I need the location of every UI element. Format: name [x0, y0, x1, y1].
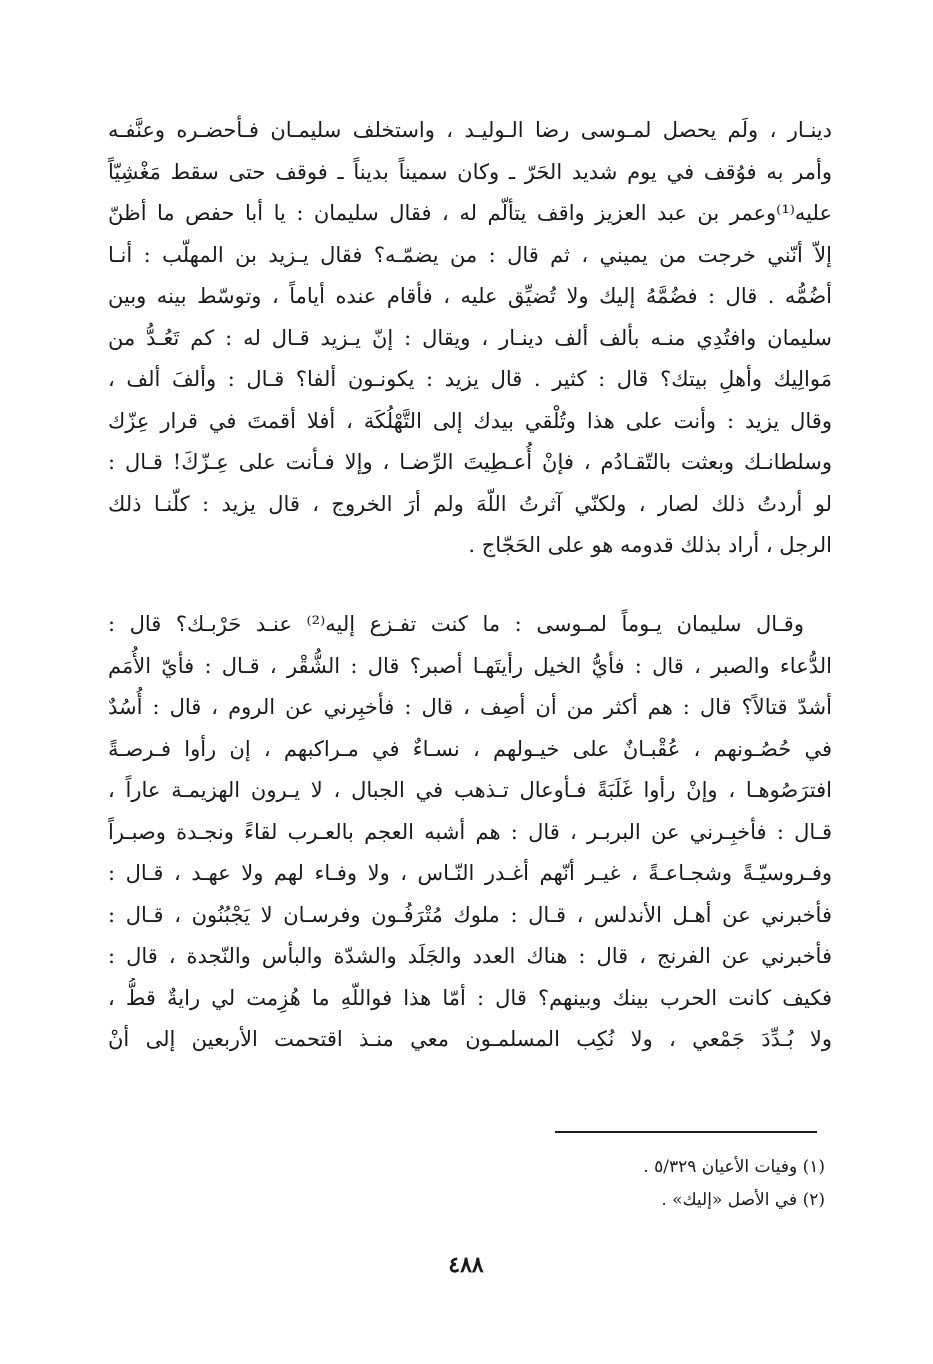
text-line: إلاّ أنّني خرجت من يميني ، ثم قال : من يضمّـه؟ فقال يـزيد بن المهلّب : أنـا [108, 242, 832, 267]
text-line: قـال : فأخبِـرني عن البربـر ، قال : هم أشبه العجم بالعـرب لقاءً ونجـدة وصبـراً [108, 819, 832, 844]
text-line: افترَصُوهـا ، وإنْ رأوا غَلَبَةً فـأوعال تـذهب في الجبال ، لا يـرون الهزيمـة عاراً ، [108, 778, 832, 802]
footnote-1: (١) وفيات الأعيان ٥/٣٢٩ . [643, 1157, 825, 1177]
text-line: عليه⁽¹⁾وعمر بن عبد العزيز واقف يتألّم له ، فقال سليمان : يا أبا حفص ما أظنّ [108, 201, 832, 225]
text-line: دينـار ، ولَم يحصل لمـوسى رضا الـوليـد ، واستخلف سليمـان فـأحضـره وعنَّفـه [108, 118, 832, 142]
text-line: سليمان وافتُدِي منـه بألف ألف دينـار ، ويقال : إنّ يـزيد قـال له : كم تَعُـدُّ من [108, 325, 832, 350]
footnotes [400, 1151, 825, 1217]
text-line: ولا بُـدِّدَ جَمْعي ، ولا نُكِب المسلمـون معي منـذ اقتحمت الأربعين إلى أنْ [108, 1027, 832, 1051]
text-line: وقال يزيد : وأنت على هذا وتُلْقي بيدك إلى التَّهْلُكَة ، أفلا أقمتَ في قرار عِزّك [108, 408, 832, 433]
text-line: مَوالِيك وأهلِ بيتك؟ قال : كثير . قال يزيد : يكونـون ألفا؟ قـال : وألفَ ألف ، [108, 367, 832, 391]
text-line: وأمر به فوُقف في يوم شديد الحَرّ ـ وكان سميناً بديناً ـ فوقف حتى سقط مَغْشِيّاً [108, 159, 832, 184]
text-line: أشدّ قتالاً؟ قال : هم أكثر من أن أصِف ، قال : فأخبِرني عن الروم ، قال : أُسُدٌ [108, 695, 832, 719]
paragraph-2 [108, 604, 832, 1061]
text-line: فأخبرني عن أهـل الأندلس ، قـال : ملوك مُتْرَفُـون وفرسـان لا يَجْبُنُون ، قـال : [108, 902, 832, 927]
footnote-divider [555, 1131, 817, 1133]
text-line: الرجل ، أراد بذلك قدومه هو على الحَجّاج . [468, 533, 832, 557]
text-line: فأخبرني عن الفرنج ، قال : هناك العدد والجَلَد والشدّة والبأس والنّجدة ، قال : [108, 944, 832, 968]
text-line: لو أردتُ ذلك لصار ، ولكنّي آثرتُ اللّهَ ولم أرَ الخروج ، قال يزيد : كلّنـا ذلك [108, 491, 832, 516]
text-line: وفـروسيّـةً وشجـاعـةً ، غيـر أنّهم أغـدر النّـاس ، ولا وفـاء لهم ولا عهـد ، قـال : [108, 861, 832, 885]
paragraph-1 [108, 110, 832, 567]
footnote-2: (٢) في الأصل «إليك» . [661, 1190, 825, 1210]
text-line: الدُّعاء والصبر ، قال : فأيُّ الخيل رأيتَهـا أصبر؟ قال : الشُّقْر ، قـال : فأيّ الأُمَم [108, 653, 832, 678]
text-line: وقـال سليمان يـوماً لمـوسى : ما كنت تفـزع إليه⁽²⁾ عنـد حَرْبـك؟ قال : [108, 612, 804, 636]
text-line: أضُمُّه . قال : فضُمَّهُ إليك ولا تُضيِّق عليه ، فأقام عنده أياماً ، وتوسّط بينه وبين [108, 284, 832, 308]
page-number: ٤٨٨ [448, 1252, 484, 1278]
text-line: في حُصُـونهم ، عُقْبـانٌ على خيـولهم ، نسـاءٌ في مـراكبهم ، إن رأوا فـرصـةً [108, 736, 832, 761]
text-line: وسلطانـك وبعثت بالتّقـادُم ، فإنْ أُعـطِيتَ الرِّضـا ، وإلا فـأنت على عِـزّكَ! قـال : [108, 450, 832, 474]
text-line: فكيف كانت الحرب بينك وبينهم؟ قال : أمّا هذا فواللّهِ ما هُزِمت لي رايةٌ قطُّ ، [108, 985, 832, 1010]
